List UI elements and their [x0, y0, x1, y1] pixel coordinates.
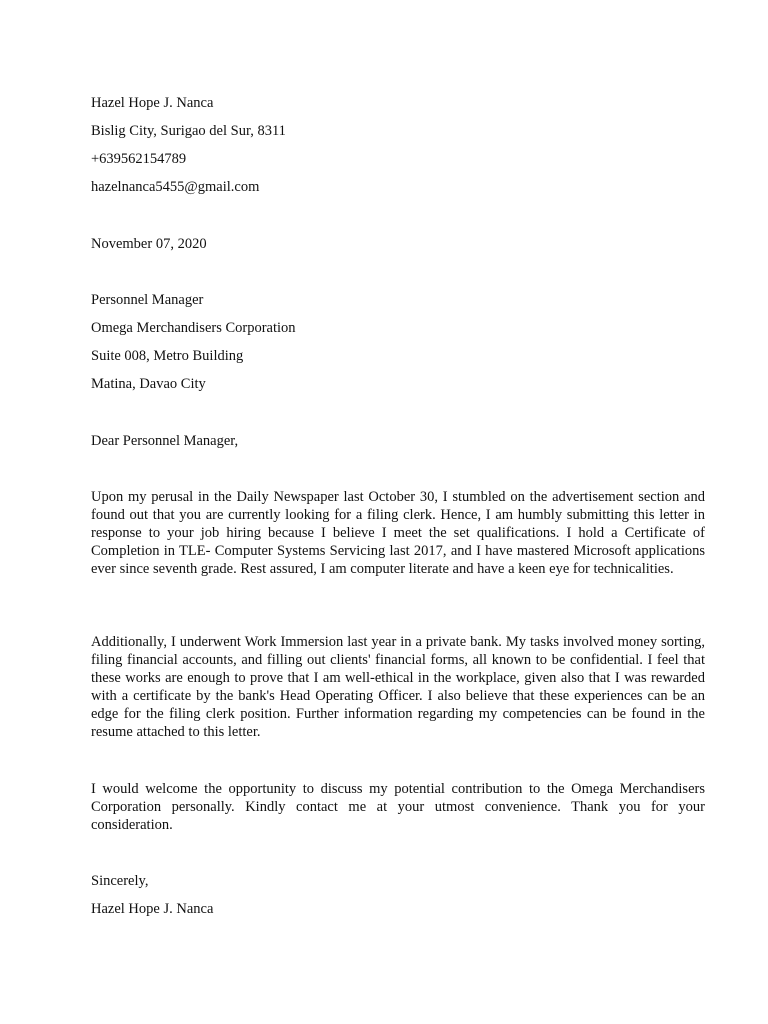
sender-phone: +639562154789: [91, 151, 187, 167]
sender-name: Hazel Hope J. Nanca: [91, 95, 214, 111]
letter-date: November 07, 2020: [91, 236, 207, 252]
closing: Sincerely,: [91, 873, 149, 889]
body-paragraph-1: Upon my perusal in the Daily Newspaper last October 30, I stumbled on the advertisement section and found out that you are currently looking for a filing clerk. Hence, I am humbly submitting this letter in response to your job hiring because I believe I meet the set qualifications. I hold a Certificate of Completion in TLE- Computer Systems Servicing last 2017, and I have mastered Microsoft applications ever since seventh grade. Rest assured, I am computer literate and have a keen eye for technicalities.: [91, 489, 705, 577]
sender-address: Bislig City, Surigao del Sur, 8311: [91, 123, 286, 139]
recipient-address-line2: Matina, Davao City: [91, 376, 206, 392]
body-paragraph-3: I would welcome the opportunity to discuss my potential contribution to the Omega Merchandisers Corporation personally. Kindly contact me at your utmost convenience. Thank you for your consideration.: [91, 781, 705, 833]
sender-email: hazelnanca5455@gmail.com: [91, 179, 260, 195]
recipient-address-line1: Suite 008, Metro Building: [91, 348, 244, 364]
recipient-company: Omega Merchandisers Corporation: [91, 320, 296, 336]
salutation: Dear Personnel Manager,: [91, 433, 239, 449]
recipient-title: Personnel Manager: [91, 292, 204, 308]
body-paragraph-2: Additionally, I underwent Work Immersion last year in a private bank. My tasks involved money sorting, filing financial accounts, and filling out clients' financial forms, all known to be confidential. I feel that these works are enough to prove that I am well-ethical in the workplace, given also that I was rewarded with a certificate by the bank's Head Operating Officer. I also believe that these experiences can be an edge for the filing clerk position. Further information regarding my competencies can be found in the resume attached to this letter.: [91, 634, 705, 740]
signature-name: Hazel Hope J. Nanca: [91, 901, 214, 917]
